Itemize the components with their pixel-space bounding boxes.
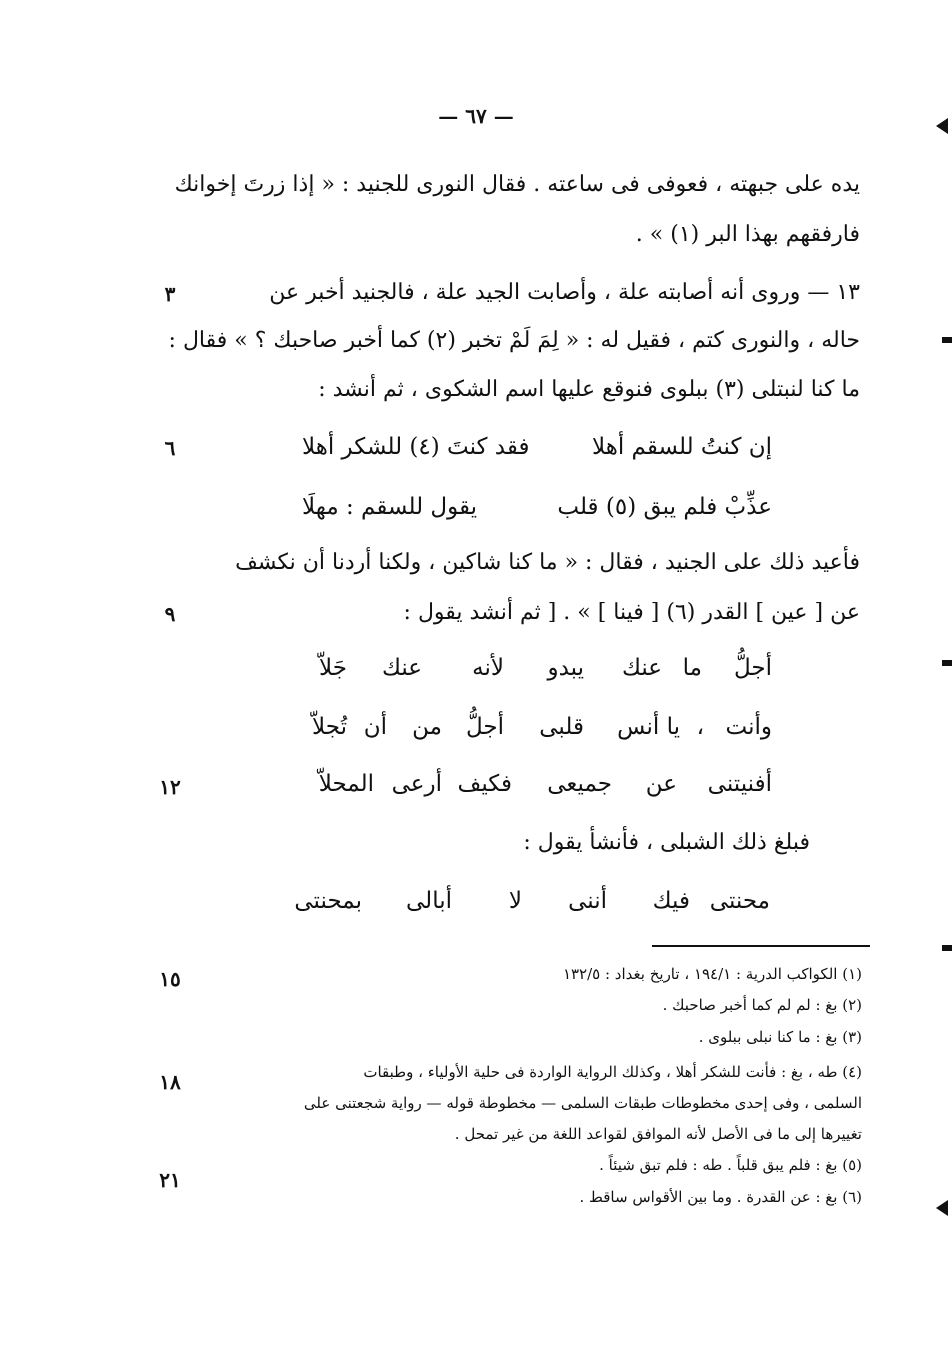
verse-hemistich-right: إن كنتُ للسقم أهلا xyxy=(591,434,772,460)
verse-word: وأنت xyxy=(725,714,772,740)
verse-word: أن xyxy=(363,714,387,740)
verse-word: فكيف xyxy=(457,771,512,797)
prose-line: فأعيد ذلك على الجنيد ، فقال : « ما كنا شاكين ، ولكنا أردنا أن نكشف xyxy=(235,550,860,575)
verse-word: أفنيتنى xyxy=(707,771,772,797)
footnote: (٣) بغ : ما كنا نبلى ببلوى . xyxy=(698,1028,862,1046)
edge-mark-icon xyxy=(942,337,952,343)
edge-arrow-icon xyxy=(936,1200,948,1216)
verse-word: ، xyxy=(696,714,704,740)
edge-mark-icon xyxy=(942,945,952,951)
footnote: (٥) بغ : فلم يبق قلباً . طه : فلم تبق شيئاً . xyxy=(599,1156,862,1174)
verse-word: يبدو xyxy=(547,655,584,681)
verse-word: من xyxy=(412,714,442,740)
verse-word: عنك xyxy=(381,655,422,681)
prose-line: يده على جبهته ، فعوفى فى ساعته . فقال النورى للجنيد : « إذا زرتَ إخوانك xyxy=(174,172,860,197)
footnote: (٤) طه ، بغ : فأنت للشكر أهلا ، وكذلك الرواية الواردة فى حلية الأولياء ، وطبقات xyxy=(363,1063,862,1081)
verse-word: ما xyxy=(682,655,702,681)
verse-word: أبالى xyxy=(406,888,452,914)
verse-word: عن xyxy=(645,771,677,797)
verse-word: المحلاّ xyxy=(318,771,374,797)
verse-word: جَلاّ xyxy=(319,655,347,681)
prose-line: فبلغ ذلك الشبلى ، فأنشأ يقول : xyxy=(523,830,810,855)
margin-line-number: ٩ xyxy=(164,602,176,626)
margin-line-number: ١٢ xyxy=(159,775,181,799)
verse-word: لا xyxy=(508,888,522,914)
prose-line: ١٣ — وروى أنه أصابته علة ، وأصابت الجيد علة ، فالجنيد أخبر عن xyxy=(269,280,860,305)
verse-word: أننى xyxy=(568,888,607,914)
verse-word: عنك xyxy=(621,655,662,681)
footnote: (١) الكواكب الدرية : ١٩٤/١ ، تاريخ بغداد : ١٣٢/٥ xyxy=(562,965,862,983)
prose-line: ما كنا لنبتلى (٣) ببلوى فنوقع عليها اسم الشكوى ، ثم أنشد : xyxy=(318,377,860,402)
verse-word: يا أنس xyxy=(617,714,680,740)
prose-line: فارفقهم بهذا البر (١) » . xyxy=(635,222,860,247)
verse-word: تُجلاّ xyxy=(312,714,347,740)
verse-word: فيك xyxy=(652,888,690,914)
verse-word: بمحنتى xyxy=(294,888,362,914)
verse-word: أرعى xyxy=(391,771,442,797)
footnote: (٦) بغ : عن القدرة . وما بين الأقواس ساقط . xyxy=(579,1188,862,1206)
edge-arrow-icon xyxy=(936,118,948,134)
footnote: (٢) بغ : لم لم كما أخبر صاحبك . xyxy=(662,996,862,1014)
verse-word: جميعى xyxy=(547,771,612,797)
margin-line-number: ٢١ xyxy=(159,1168,181,1192)
edge-mark-icon xyxy=(942,660,952,666)
verse-hemistich-right: عذِّبْ فلم يبق (٥) قلب xyxy=(557,494,772,520)
prose-line: عن [ عين ] القدر (٦) [ فينا ] » . [ ثم أنشد يقول : xyxy=(403,600,860,625)
verse-hemistich-left: فقد كنتَ (٤) للشكر أهلا xyxy=(302,434,530,460)
prose-line: حاله ، والنورى كتم ، فقيل له : « لِمَ لَمْ تخبر (٢) كما أخبر صاحبك ؟ » فقال : xyxy=(168,328,860,353)
margin-line-number: ٦ xyxy=(164,436,176,460)
margin-line-number: ٣ xyxy=(164,282,176,306)
margin-line-number: ١٥ xyxy=(159,967,181,991)
verse-word: أجلُّ xyxy=(465,714,504,740)
verse-hemistich-left: يقول للسقم : مهلَا xyxy=(302,494,478,520)
verse-word: لأنه xyxy=(472,655,504,681)
verse-word: قلبى xyxy=(539,714,584,740)
footnote-continuation: السلمى ، وفى إحدى مخطوطات طبقات السلمى — مخطوطة قوله — رواية شجعتنى على xyxy=(303,1094,862,1112)
margin-line-number: ١٨ xyxy=(159,1070,181,1094)
verse-word: محنتى xyxy=(709,888,770,914)
footnote-separator xyxy=(652,945,870,947)
footnote-continuation: تغييرها إلى ما فى الأصل لأنه الموافق لقواعد اللغة من غير تمحل . xyxy=(454,1125,862,1143)
verse-word: أجلُّ xyxy=(733,655,772,681)
page-number: — ٦٧ — xyxy=(438,104,514,128)
